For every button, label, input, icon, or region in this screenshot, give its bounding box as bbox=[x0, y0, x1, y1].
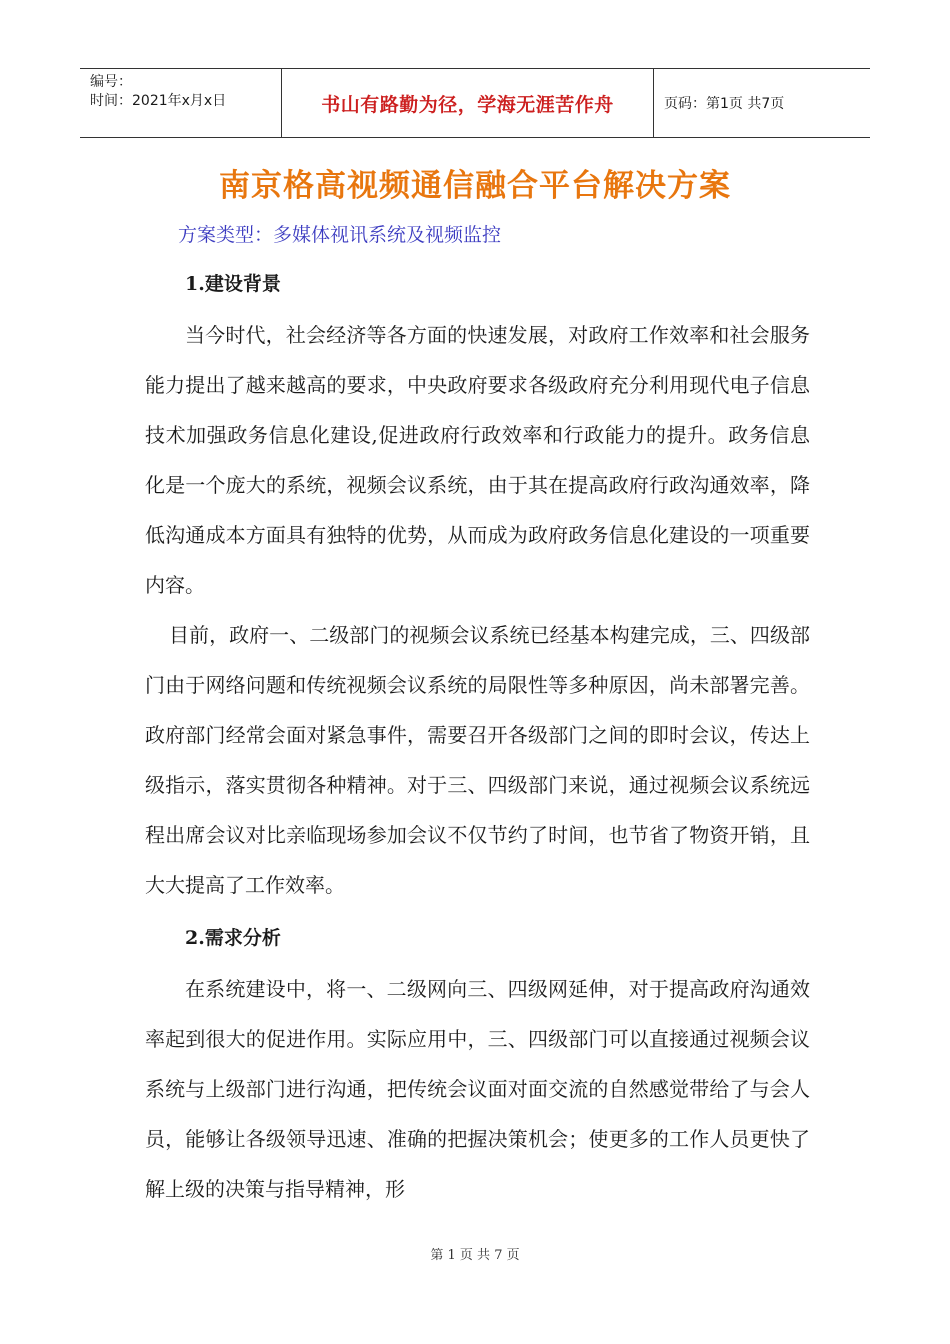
header-table bbox=[80, 68, 870, 138]
document-subtitle: 方案类型：多媒体视讯系统及视频监控 bbox=[178, 224, 502, 246]
document-title: 南京格高视频通信融合平台解决方案 bbox=[219, 168, 731, 204]
paragraph: 当今时代，社会经济等各方面的快速发展，对政府工作效率和社会服务能力提出了越来越高的要求，中央政府要求各级政府充分利用现代电子信息技术加强政务信息化建设,促进政府行政效率和行政能力的提升。政务信息化是一个庞大的系统，视频会议系统，由于其在提高政府行政沟通效率，降低沟通成本方面具有独特的优势，从而成为政府政务信息化建设的一项重要内容。 bbox=[145, 323, 810, 597]
header-page-info: 页码：第1页 共7页 bbox=[664, 96, 785, 112]
document-number-label: 编号： bbox=[90, 74, 132, 90]
document-time-label: 时间：2021年x月x日 bbox=[90, 93, 227, 109]
page-footer: 第 1 页 共 7 页 bbox=[430, 1248, 520, 1263]
section-heading: 2.需求分析 bbox=[185, 927, 281, 949]
paragraph: 目前，政府一、二级部门的视频会议系统已经基本构建完成，三、四级部门由于网络问题和传统视频会议系统的局限性等多种原因，尚未部署完善。政府部门经常会面对紧急事件，需要召开各级部门之间的即时会议，传达上级指示，落实贯彻各种精神。对于三、四级部门来说，通过视频会议系统远程出席会议对比亲临现场参加会议不仅节约了时间，也节省了物资开销，且大大提高了工作效率。 bbox=[145, 623, 810, 897]
paragraph: 在系统建设中，将一、二级网向三、四级网延伸，对于提高政府沟通效率起到很大的促进作用。实际应用中，三、四级部门可以直接通过视频会议系统与上级部门进行沟通，把传统会议面对面交流的自然感觉带给了与会人员，能够让各级领导迅速、准确的把握决策机会；使更多的工作人员更快了解上级的决策与指导精神，形 bbox=[145, 977, 810, 1201]
header-motto: 书山有路勤为径，学海无涯苦作舟 bbox=[282, 69, 654, 137]
header-meta-cell bbox=[80, 69, 282, 137]
section-heading: 1.建设背景 bbox=[185, 273, 281, 295]
document-body bbox=[145, 264, 810, 1214]
